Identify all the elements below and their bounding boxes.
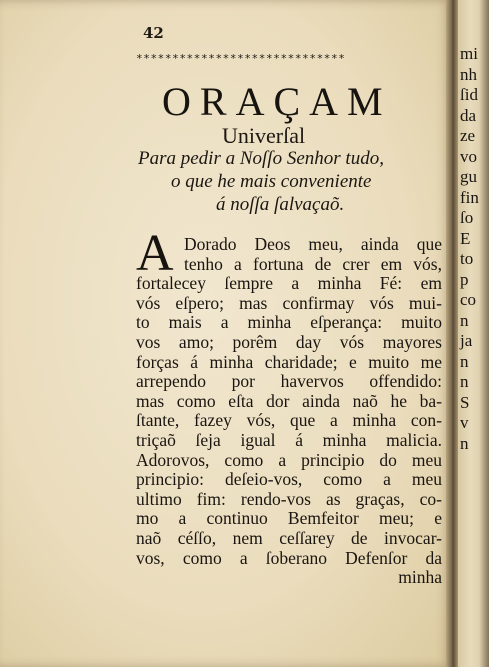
body-line: Adorovos, como a principio do meu [136, 449, 442, 470]
body-line: tenho a fortuna de crer em vós, [184, 253, 442, 274]
facing-page-fragment: S [460, 392, 470, 412]
body-line: ſtante, fazey vós, que a minha con- [136, 410, 442, 431]
facing-page-fragment: n [460, 372, 469, 391]
body-line: mas como eſta dor ainda naõ he ba- [136, 390, 442, 411]
body-line: vós eſpero; mas confirmay vós mui- [136, 292, 442, 313]
ornament-rule: ***************************** [136, 52, 346, 65]
facing-page-fragment: fin [460, 187, 479, 207]
drop-cap: A [136, 225, 174, 282]
body-line: triçaõ ſeja igual á minha malicia. [136, 430, 442, 450]
facing-page [458, 0, 489, 667]
heading-line-3: á noſſa ſalvaçaõ. [216, 194, 345, 215]
facing-page-fragment: n [460, 433, 469, 453]
page-number: 42 [143, 24, 164, 42]
page-title: ORAÇAM [162, 79, 392, 124]
body-line: ultimo fim: rendo-vos as graças, co- [136, 488, 442, 509]
facing-page-fragment: gu [460, 167, 477, 186]
facing-page-fragment: E [460, 228, 471, 248]
facing-page-fragment: ze [460, 126, 476, 145]
facing-page-fragment: nh [460, 64, 477, 84]
body-line: mo a continuo Bemfeitor meu; e [136, 508, 442, 529]
facing-page-fragment: to [460, 249, 474, 268]
body-line: Dorado Deos meu, ainda que [184, 234, 442, 254]
facing-page-fragment: ſo [460, 208, 474, 227]
body-line: arrependo por havervos offendido: [136, 371, 442, 392]
body-line: principio: deſeio-vos, como a meu [136, 469, 442, 490]
heading-line-2: o que he mais conveniente [171, 171, 372, 192]
facing-page-fragment: n [460, 310, 469, 330]
body-line: to mais a minha eſperança: muito [136, 312, 442, 333]
book-gutter [446, 0, 458, 667]
facing-page-fragment: mi [460, 44, 478, 63]
body-line: vos amo; porêm day vós mayores [136, 332, 442, 352]
facing-page-fragment: n [460, 351, 469, 371]
facing-page-fragment: co [460, 290, 477, 309]
heading-line-1: Para pedir a Noſſo Senhor tudo, [138, 148, 384, 169]
facing-page-fragment: v [460, 413, 469, 432]
body-line: minha [398, 567, 442, 588]
body-line: vos, como a ſoberano Defenſor da [136, 547, 442, 568]
facing-page-fragment: ja [460, 331, 473, 350]
body-line: fortalecey ſempre a minha Fé: em [136, 273, 442, 294]
subtitle: Univerſal [222, 123, 306, 148]
facing-page-fragment: p [460, 269, 469, 289]
facing-page-fragment: vo [460, 146, 477, 166]
body-line: forças á minha charidade; e muito me [136, 351, 442, 372]
facing-page-fragment: da [460, 105, 477, 125]
facing-page-fragment: ſid [460, 85, 478, 104]
body-line: naõ céſſo, nem ceſſarey de invocar- [136, 528, 442, 548]
